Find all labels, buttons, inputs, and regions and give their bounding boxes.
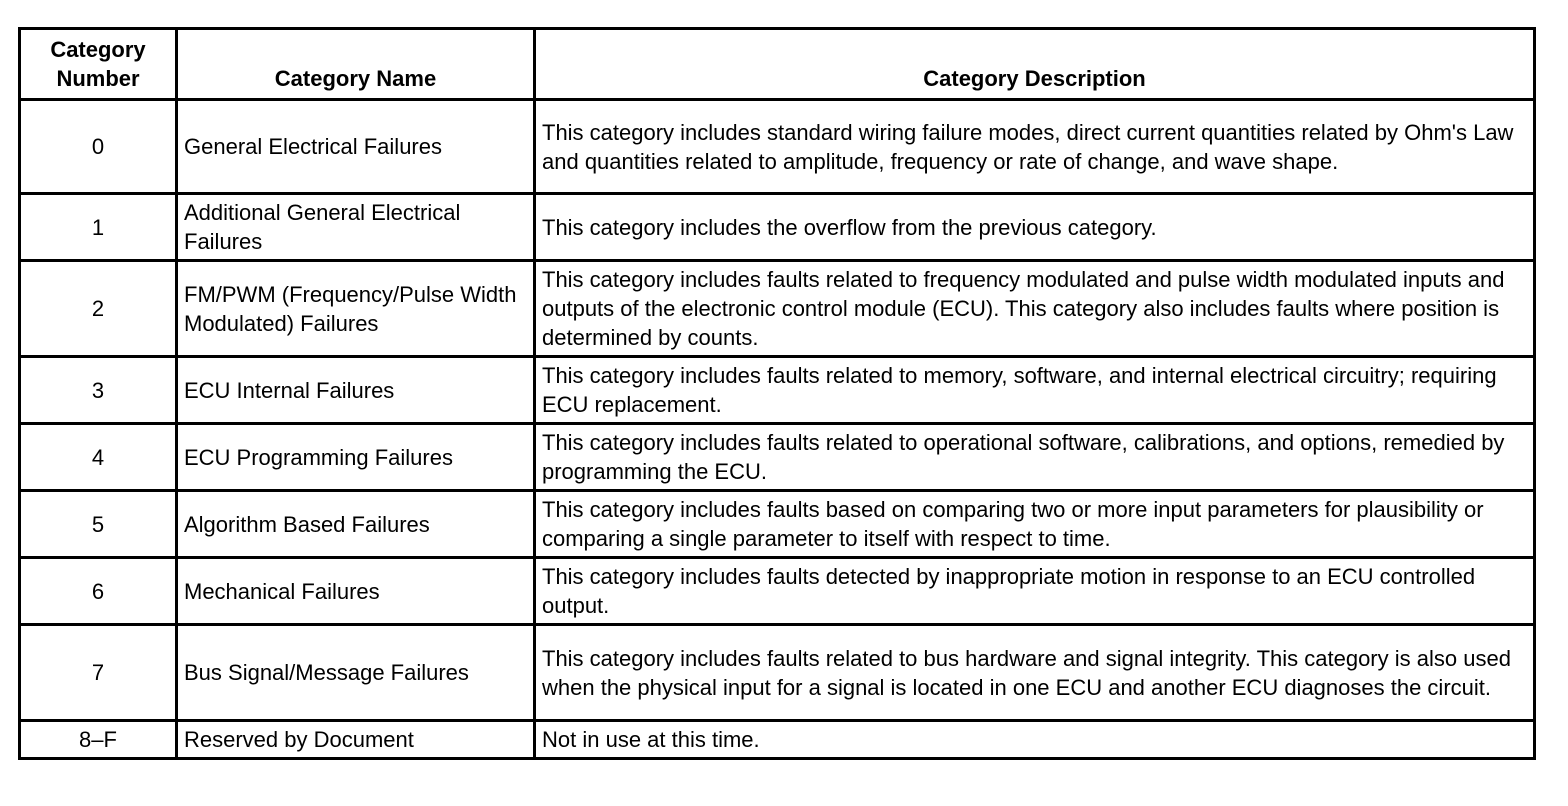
row-name: Additional General Electrical Failures (177, 194, 535, 261)
header-number-line1: Category (50, 37, 146, 62)
row-number: 5 (20, 491, 177, 558)
row-description: This category includes faults based on comparing two or more input parameters for plausibility or comparing a single parameter to itself with respect to time. (535, 491, 1535, 558)
row-description: This category includes faults detected by inappropriate motion in response to an ECU controlled output. (535, 558, 1535, 625)
row-description: This category includes faults related to frequency modulated and pulse width modulated inputs and outputs of the electronic control module (ECU). This category also includes faults where position is determined by counts. (535, 261, 1535, 357)
row-description: This category includes faults related to operational software, calibrations, and options, remedied by programming the ECU. (535, 424, 1535, 491)
row-description: This category includes the overflow from the previous category. (535, 194, 1535, 261)
row-name: Mechanical Failures (177, 558, 535, 625)
row-name: ECU Internal Failures (177, 357, 535, 424)
table-row (20, 194, 1535, 261)
row-name: ECU Programming Failures (177, 424, 535, 491)
table-row (20, 558, 1535, 625)
row-description: This category includes faults related to memory, software, and internal electrical circuitry; requiring ECU replacement. (535, 357, 1535, 424)
table-header-row (20, 29, 1535, 100)
category-table (18, 27, 1536, 760)
row-name: Algorithm Based Failures (177, 491, 535, 558)
header-number-line2: Number (56, 66, 140, 91)
row-name: General Electrical Failures (177, 100, 535, 194)
row-number: 1 (20, 194, 177, 261)
row-name: Reserved by Document (177, 721, 535, 759)
table-row (20, 625, 1535, 721)
table-row (20, 491, 1535, 558)
table-row (20, 261, 1535, 357)
table-row (20, 721, 1535, 759)
row-number: 0 (20, 100, 177, 194)
header-category-description: Category Description (535, 29, 1535, 100)
row-description: This category includes standard wiring failure modes, direct current quantities related by Ohm's Law and quantities related to amplitude, frequency or rate of change, and wave shape. (535, 100, 1535, 194)
row-description: This category includes faults related to bus hardware and signal integrity. This category is also used when the physical input for a signal is located in one ECU and another ECU diagnoses the circuit. (535, 625, 1535, 721)
row-number: 2 (20, 261, 177, 357)
table-row (20, 424, 1535, 491)
table-row (20, 100, 1535, 194)
row-name: FM/PWM (Frequency/Pulse Width Modulated) Failures (177, 261, 535, 357)
row-number: 8–F (20, 721, 177, 759)
header-category-number (20, 29, 177, 100)
header-category-name: Category Name (177, 29, 535, 100)
table-row (20, 357, 1535, 424)
row-number: 7 (20, 625, 177, 721)
row-name: Bus Signal/Message Failures (177, 625, 535, 721)
row-number: 3 (20, 357, 177, 424)
row-number: 4 (20, 424, 177, 491)
row-description: Not in use at this time. (535, 721, 1535, 759)
row-number: 6 (20, 558, 177, 625)
